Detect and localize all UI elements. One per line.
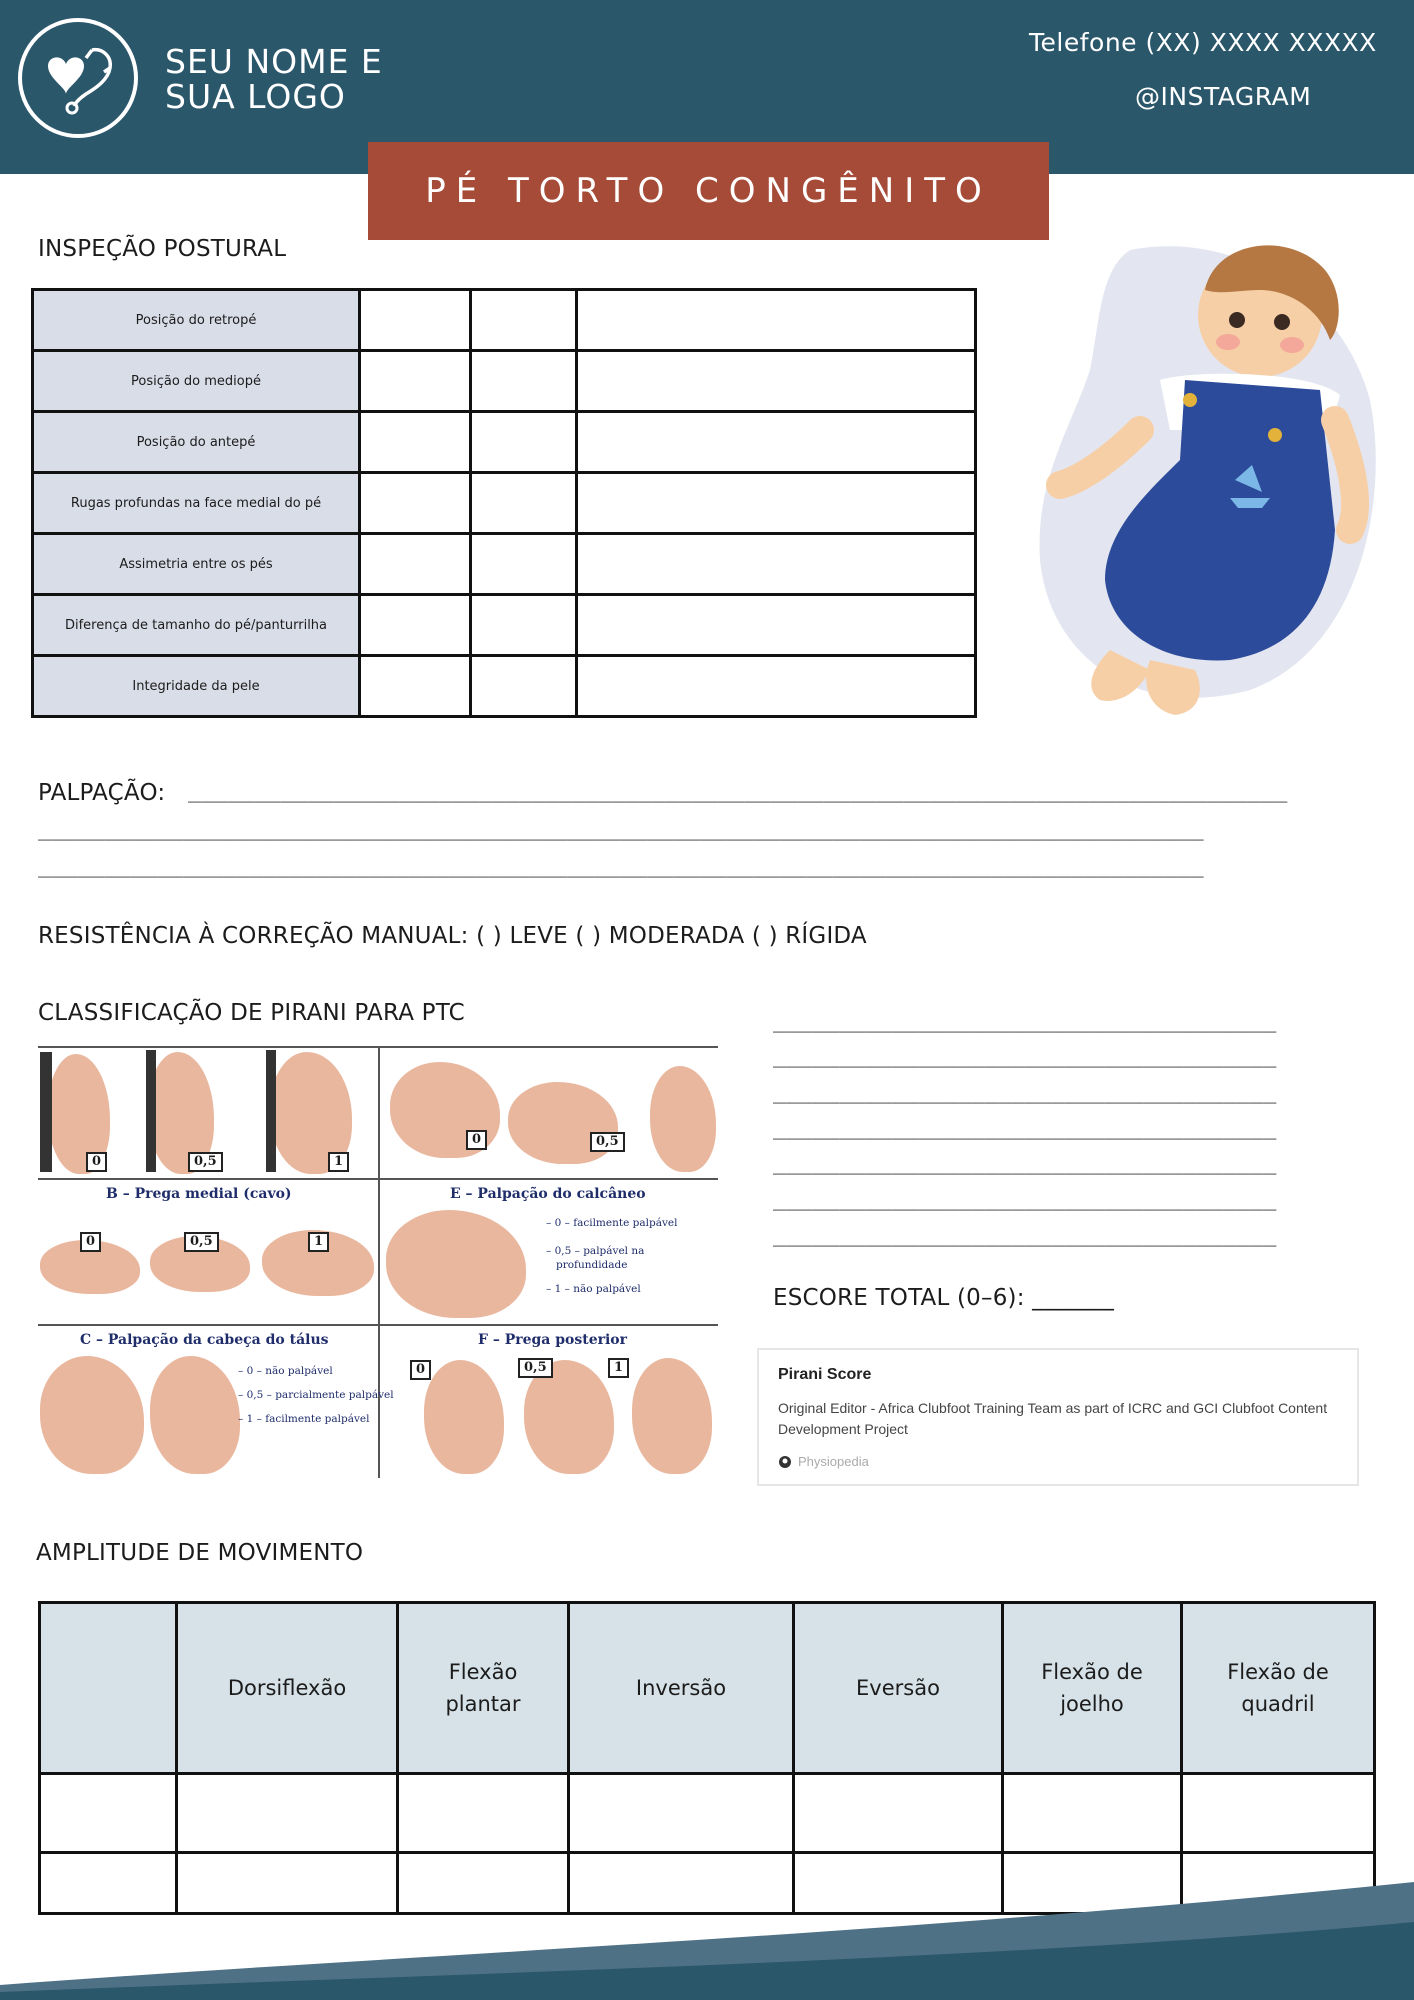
input-cell[interactable]: [577, 534, 976, 595]
score-tag: 1: [308, 1232, 329, 1252]
score-tag: 0: [466, 1130, 487, 1150]
table-row: [33, 595, 976, 656]
citation-source: Physiopedia: [798, 1454, 869, 1469]
panel-title: E – Palpação do calcâneo: [450, 1186, 646, 1202]
row-label: Diferença de tamanho do pé/panturrilha: [33, 595, 360, 656]
footer-wave: [0, 1860, 1414, 2000]
input-cell[interactable]: [577, 290, 976, 351]
rom-header-inversao: [569, 1603, 794, 1774]
score-tag: 1: [608, 1358, 629, 1378]
notes-line[interactable]: ______________________________________: [773, 1079, 1277, 1104]
input-cell[interactable]: [360, 656, 471, 717]
inspection-title: INSPEÇÃO POSTURAL: [38, 236, 287, 262]
score-tag: 0: [80, 1232, 101, 1252]
input-cell[interactable]: [577, 351, 976, 412]
rom-header-flexao-plantar: [398, 1603, 569, 1774]
score-tag: 0: [410, 1360, 431, 1380]
table-row: [40, 1774, 1375, 1853]
citation-editor: Original Editor - Africa Clubfoot Training Team as part of ICRC and GCI Clubfoot Content Development Project: [778, 1400, 1328, 1437]
table-row: [33, 656, 976, 717]
input-cell[interactable]: [1003, 1774, 1182, 1853]
inspection-table: [31, 288, 977, 718]
phone-number: Telefone (XX) XXXX XXXXX: [1029, 28, 1377, 57]
header-label: Flexão de quadril: [1227, 1660, 1329, 1716]
pirani-chart-image: [38, 1046, 718, 1478]
palpation-line[interactable]: ________________________________________________________________________________________: [38, 853, 1204, 878]
input-cell[interactable]: [360, 534, 471, 595]
input-cell[interactable]: [40, 1774, 177, 1853]
pirani-title: CLASSIFICAÇÃO DE PIRANI PARA PTC: [38, 1000, 465, 1026]
input-cell[interactable]: [577, 412, 976, 473]
input-cell[interactable]: [577, 656, 976, 717]
score-tag: 1: [328, 1152, 349, 1172]
rom-title: AMPLITUDE DE MOVIMENTO: [36, 1540, 364, 1566]
input-cell[interactable]: [471, 290, 577, 351]
score-tag: 0: [86, 1152, 107, 1172]
score-tag: 0,5: [188, 1152, 223, 1172]
input-cell[interactable]: [471, 534, 577, 595]
notes-line[interactable]: ______________________________________: [773, 1150, 1277, 1175]
palpation-label: PALPAÇÃO:: [38, 780, 166, 806]
instagram-handle: @INSTAGRAM: [1135, 82, 1312, 111]
header-label: Eversão: [856, 1676, 940, 1700]
table-header-row: [40, 1603, 1375, 1774]
table-row: [33, 351, 976, 412]
input-cell[interactable]: [360, 351, 471, 412]
score-tag: 0,5: [184, 1232, 219, 1252]
palpation-line[interactable]: ___________________________________________________________________________________: [188, 778, 1288, 803]
c-legend-1: – 0,5 – parcialmente palpável: [238, 1389, 394, 1401]
notes-line[interactable]: ______________________________________: [773, 1008, 1277, 1033]
notes-line[interactable]: ______________________________________: [773, 1115, 1277, 1140]
input-cell[interactable]: [360, 473, 471, 534]
input-cell[interactable]: [471, 656, 577, 717]
row-label: Rugas profundas na face medial do pé: [33, 473, 360, 534]
input-cell[interactable]: [360, 412, 471, 473]
physiopedia-icon: [778, 1455, 792, 1469]
baby-illustration: [990, 230, 1400, 730]
rom-header-flexao-joelho: [1003, 1603, 1182, 1774]
rom-header-dorsiflexao: [177, 1603, 398, 1774]
input-cell[interactable]: [471, 351, 577, 412]
e-legend-2: profundidade: [556, 1259, 628, 1271]
table-row: [33, 473, 976, 534]
c-legend-2: – 1 – facilmente palpável: [238, 1413, 370, 1425]
notes-line[interactable]: ______________________________________: [773, 1043, 1277, 1068]
table-row: [33, 412, 976, 473]
input-cell[interactable]: [360, 595, 471, 656]
e-legend-3: – 1 – não palpável: [546, 1283, 641, 1295]
header-label: Inversão: [635, 1676, 727, 1700]
citation-title: Pirani Score: [778, 1366, 872, 1383]
row-label: Posição do mediopé: [33, 351, 360, 412]
row-label: Integridade da pele: [33, 656, 360, 717]
input-cell[interactable]: [471, 473, 577, 534]
heart-stethoscope-icon: [22, 22, 134, 134]
panel-title: C – Palpação da cabeça do tálus: [80, 1332, 329, 1348]
logo: [18, 18, 138, 138]
rom-header-blank: [40, 1603, 177, 1774]
input-cell[interactable]: [398, 1774, 569, 1853]
e-legend-0: – 0 – facilmente palpável: [546, 1217, 678, 1229]
header-label: Flexão de joelho: [1041, 1660, 1143, 1716]
row-label: Posição do retropé: [33, 290, 360, 351]
row-label: Assimetria entre os pés: [33, 534, 360, 595]
rom-header-flexao-quadril: [1182, 1603, 1375, 1774]
input-cell[interactable]: [794, 1774, 1003, 1853]
header-label: Flexão plantar: [445, 1660, 521, 1716]
input-cell[interactable]: [577, 473, 976, 534]
table-row: [33, 290, 976, 351]
palpation-line[interactable]: ________________________________________________________________________________________: [38, 816, 1204, 841]
header-label: Dorsiflexão: [227, 1676, 347, 1700]
input-cell[interactable]: [471, 412, 577, 473]
brand-name: SEU NOME E SUA LOGO: [165, 42, 383, 116]
page-title: [368, 142, 1049, 240]
panel-title: F – Prega posterior: [478, 1332, 628, 1348]
score-tag: 0,5: [590, 1132, 625, 1152]
input-cell[interactable]: [577, 595, 976, 656]
table-row: [33, 534, 976, 595]
input-cell[interactable]: [177, 1774, 398, 1853]
resistance-options[interactable]: RESISTÊNCIA À CORREÇÃO MANUAL: ( ) LEVE ( ) MODERADA ( ) RÍGIDA: [38, 923, 867, 949]
page-title-text: PÉ TORTO CONGÊNITO: [425, 171, 992, 211]
e-legend-1: – 0,5 – palpável na: [546, 1245, 645, 1257]
notes-line[interactable]: ______________________________________: [773, 1222, 1277, 1247]
input-cell[interactable]: [1182, 1774, 1375, 1853]
c-legend-0: – 0 – não palpável: [238, 1365, 333, 1377]
score-tag: 0,5: [518, 1358, 553, 1378]
input-cell[interactable]: [569, 1774, 794, 1853]
total-score[interactable]: ESCORE TOTAL (0–6): _______: [773, 1285, 1115, 1311]
input-cell[interactable]: [360, 290, 471, 351]
row-label: Posição do antepé: [33, 412, 360, 473]
input-cell[interactable]: [471, 595, 577, 656]
notes-line[interactable]: ______________________________________: [773, 1186, 1277, 1211]
panel-title: B – Prega medial (cavo): [106, 1186, 292, 1202]
citation-card[interactable]: [757, 1348, 1359, 1486]
rom-header-eversao: [794, 1603, 1003, 1774]
